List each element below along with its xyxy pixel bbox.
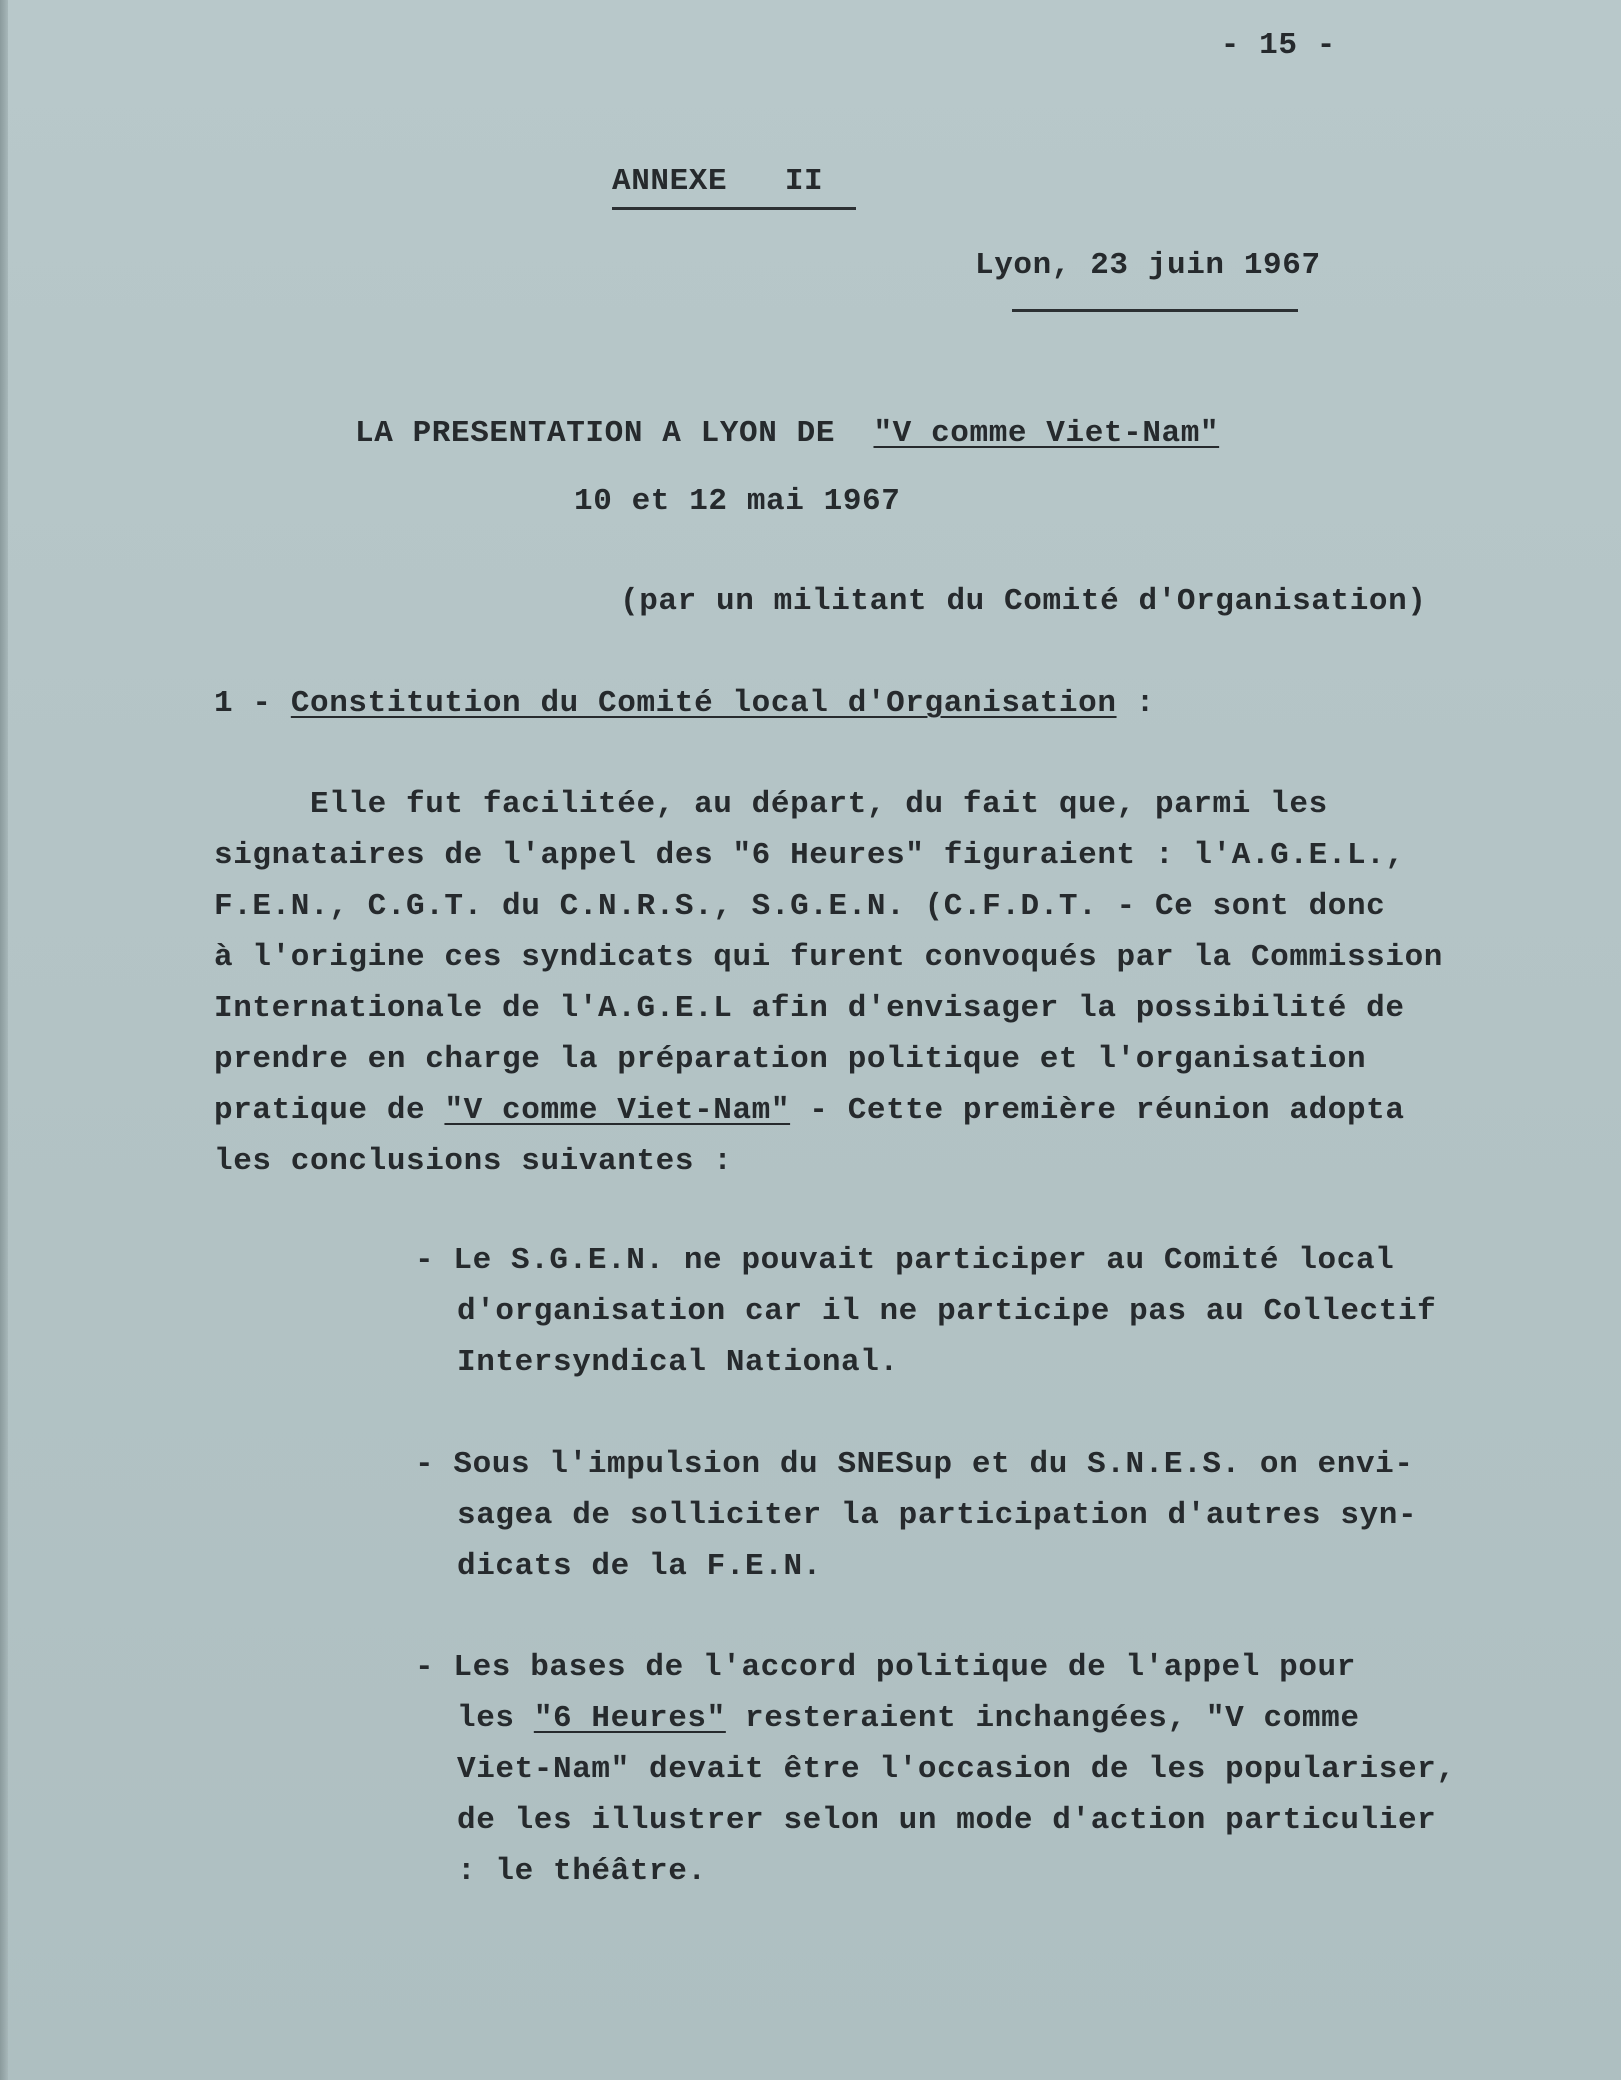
place-date: Lyon, 23 juin 1967	[975, 248, 1321, 283]
paragraph-play-name: "V comme Viet-Nam"	[444, 1093, 791, 1128]
bullet-3-six-heures: "6 Heures"	[533, 1701, 726, 1736]
bullet-2-line: dicats de la F.E.N.	[457, 1549, 822, 1584]
paragraph-line: à l'origine ces syndicats qui furent convoqués par la Commission	[214, 940, 1443, 975]
paragraph-line: Internationale de l'A.G.E.L afin d'envisager la possibilité de	[214, 991, 1405, 1026]
section-heading	[214, 688, 1155, 719]
page-number: - 15 -	[1220, 28, 1336, 63]
page-left-edge	[0, 0, 8, 2080]
paragraph-line: Elle fut facilitée, au départ, du fait que, parmi les	[214, 787, 1328, 822]
paragraph-line: F.E.N., C.G.T. du C.N.R.S., S.G.E.N. (C.F.D.T. - Ce sont donc	[214, 889, 1386, 924]
bullet-3-line: de les illustrer selon un mode d'action particulier	[457, 1803, 1437, 1838]
paragraph-line: signataires de l'appel des "6 Heures" figuraient : l'A.G.E.L.,	[214, 838, 1405, 873]
bullet-3-line: : le théâtre.	[457, 1854, 707, 1889]
title-play-name: "V comme Viet-Nam"	[873, 416, 1220, 451]
section-heading-text: Constitution du Comité local d'Organisation	[290, 686, 1117, 721]
bullet-3-line2-before: les	[457, 1701, 534, 1736]
paragraph-line7-before: pratique de	[214, 1093, 445, 1128]
section-number: 1 -	[214, 686, 291, 721]
section-colon: :	[1116, 686, 1155, 721]
bullet-1-line: Intersyndical National.	[457, 1345, 899, 1380]
bullet-3-line	[457, 1703, 1360, 1734]
annex-heading: ANNEXE II	[612, 164, 824, 199]
bullet-3-line: Viet-Nam" devait être l'occasion de les populariser,	[457, 1752, 1456, 1787]
annex-heading-underline	[612, 207, 856, 210]
bullet-3-line2-after: resteraient inchangées, "V comme	[725, 1701, 1360, 1736]
paragraph-line: prendre en charge la préparation politique et l'organisation	[214, 1042, 1367, 1077]
document-title	[355, 418, 1219, 449]
place-date-underline	[1012, 309, 1298, 312]
title-dates: 10 et 12 mai 1967	[574, 484, 901, 519]
bullet-3-line: - Les bases de l'accord politique de l'appel pour	[415, 1650, 1356, 1685]
bullet-1-line: d'organisation car il ne participe pas au Collectif	[457, 1294, 1437, 1329]
paragraph-line7-after: - Cette première réunion adopta	[790, 1093, 1405, 1128]
paragraph-line: les conclusions suivantes :	[214, 1144, 733, 1179]
paragraph-line	[214, 1095, 1405, 1126]
bullet-2-line: sagea de solliciter la participation d'autres syn-	[457, 1498, 1418, 1533]
title-prefix: LA PRESENTATION A LYON DE	[355, 416, 874, 451]
author-line: (par un militant du Comité d'Organisation)	[620, 584, 1427, 619]
bullet-2-line: - Sous l'impulsion du SNESup et du S.N.E.S. on envi-	[415, 1447, 1414, 1482]
bullet-1-line: - Le S.G.E.N. ne pouvait participer au Comité local	[415, 1243, 1395, 1278]
